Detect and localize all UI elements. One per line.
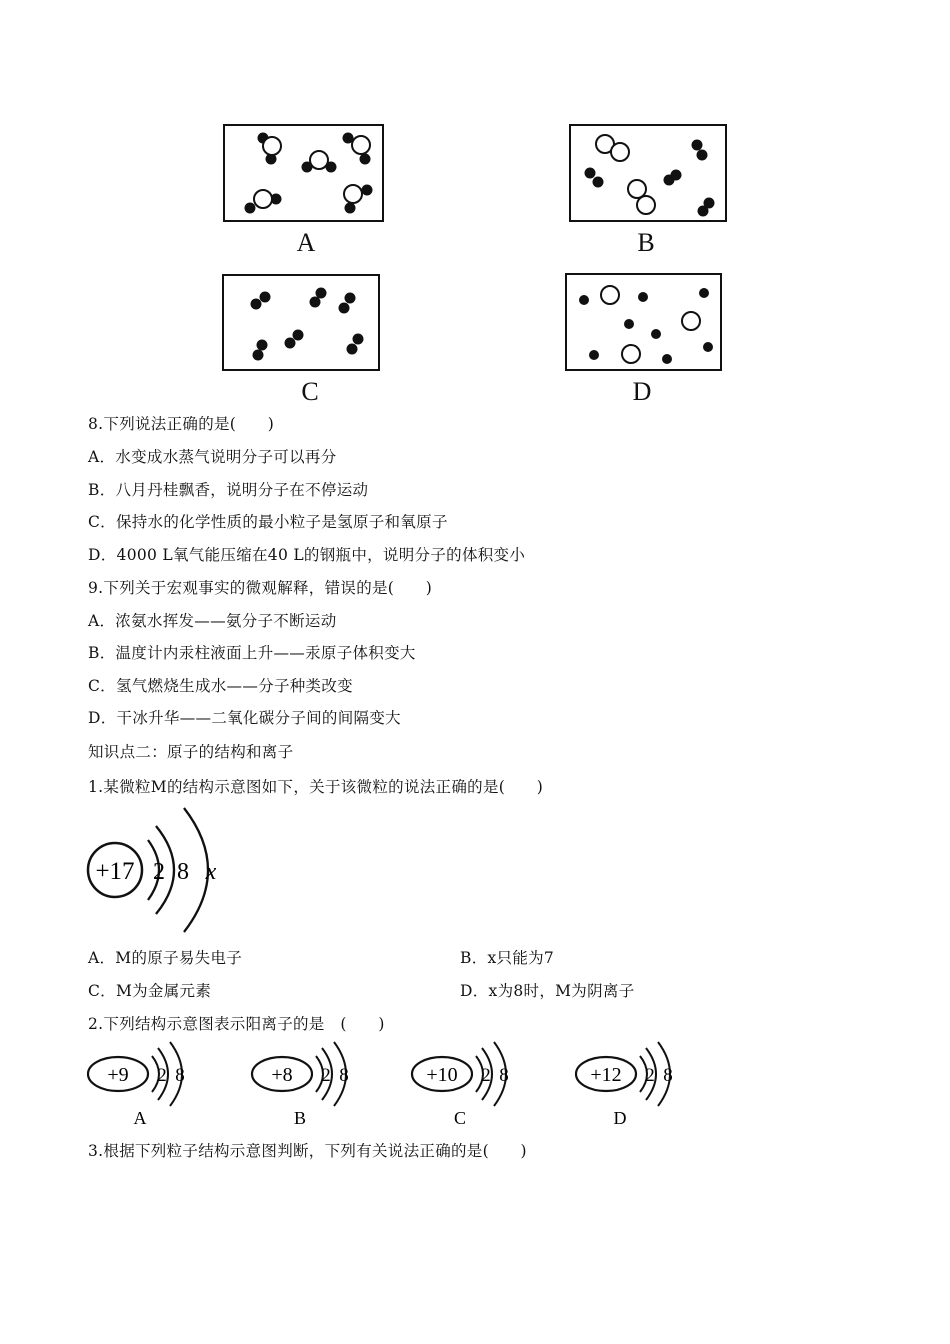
molecule-panel-d <box>565 273 722 371</box>
atom-diagram-m <box>80 802 230 942</box>
q9-option-c: C．氢气燃烧生成水——分子种类改变 <box>88 677 353 695</box>
shell-1-electrons: 2 <box>157 1065 167 1086</box>
molecule-panel-c <box>222 274 380 371</box>
diagram-label: B <box>293 1108 307 1128</box>
section-title: 知识点二：原子的结构和离子 <box>88 743 294 761</box>
q9-option-a: A．浓氨水挥发——氨分子不断运动 <box>88 612 337 630</box>
k2-stem: 2.下列结构示意图表示阳离子的是 ( ) <box>88 1015 385 1033</box>
molecule-diagram-a <box>225 126 386 224</box>
ion-diagram-d <box>570 1040 690 1130</box>
shell-1-electrons: 2 <box>645 1065 655 1086</box>
ion-diagram-b <box>246 1040 366 1130</box>
panel-label-b: B <box>637 228 655 257</box>
ion-diagram-c <box>406 1040 526 1130</box>
q8-option-c: C．保持水的化学性质的最小粒子是氢原子和氧原子 <box>88 513 448 531</box>
diagram-label: C <box>453 1108 467 1128</box>
nucleus-charge: +8 <box>271 1064 293 1086</box>
q8-option-d: D．4000 L氧气能压缩在40 L的钢瓶中，说明分子的体积变小 <box>88 546 526 564</box>
q8-stem: 8.下列说法正确的是( ) <box>88 415 275 433</box>
diagram-label: A <box>133 1108 147 1128</box>
diagram-label: D <box>613 1108 627 1128</box>
shell-1-electrons: 2 <box>481 1065 491 1086</box>
panel-label-c: C <box>301 377 319 406</box>
molecule-diagram-c <box>224 276 382 373</box>
nucleus-charge: +9 <box>107 1064 129 1086</box>
molecule-diagram-d <box>567 275 724 373</box>
nucleus-charge: +10 <box>426 1064 458 1086</box>
molecule-diagram-b <box>571 126 729 224</box>
ion-diagram-a <box>82 1040 202 1130</box>
q9-stem: 9.下列关于宏观事实的微观解释，错误的是( ) <box>88 579 433 597</box>
q8-option-b: B．八月丹桂飘香，说明分子在不停运动 <box>88 481 369 499</box>
nucleus-charge: +12 <box>590 1064 622 1086</box>
k3-stem: 3.根据下列粒子结构示意图判断，下列有关说法正确的是( ) <box>88 1142 527 1160</box>
shell-2-electrons: 8 <box>339 1065 349 1086</box>
shell-1-electrons: 2 <box>153 859 165 885</box>
shell-1-electrons: 2 <box>321 1065 331 1086</box>
q9-option-d: D．干冰升华——二氧化碳分子间的间隔变大 <box>88 709 401 727</box>
k1-option-b: B．x只能为7 <box>460 949 555 967</box>
shell-2-electrons: 8 <box>663 1065 673 1086</box>
k1-option-c: C．M为金属元素 <box>88 982 212 1000</box>
molecule-panel-a <box>223 124 384 222</box>
shell-2-electrons: 8 <box>177 859 189 885</box>
shell-2-electrons: 8 <box>175 1065 185 1086</box>
shell-3-electrons: x <box>205 859 217 885</box>
q9-option-b: B．温度计内汞柱液面上升——汞原子体积变大 <box>88 644 416 662</box>
k1-option-d: D．x为8时，M为阴离子 <box>460 982 635 1000</box>
k1-stem: 1.某微粒M的结构示意图如下，关于该微粒的说法正确的是( ) <box>88 778 544 796</box>
molecule-panel-b <box>569 124 727 222</box>
panel-label-d: D <box>632 377 652 406</box>
q8-option-a: A．水变成水蒸气说明分子可以再分 <box>88 448 337 466</box>
shell-2-electrons: 8 <box>499 1065 509 1086</box>
nucleus-charge: +17 <box>95 858 135 885</box>
k1-option-a: A．M的原子易失电子 <box>88 949 243 967</box>
panel-label-a: A <box>296 228 316 257</box>
